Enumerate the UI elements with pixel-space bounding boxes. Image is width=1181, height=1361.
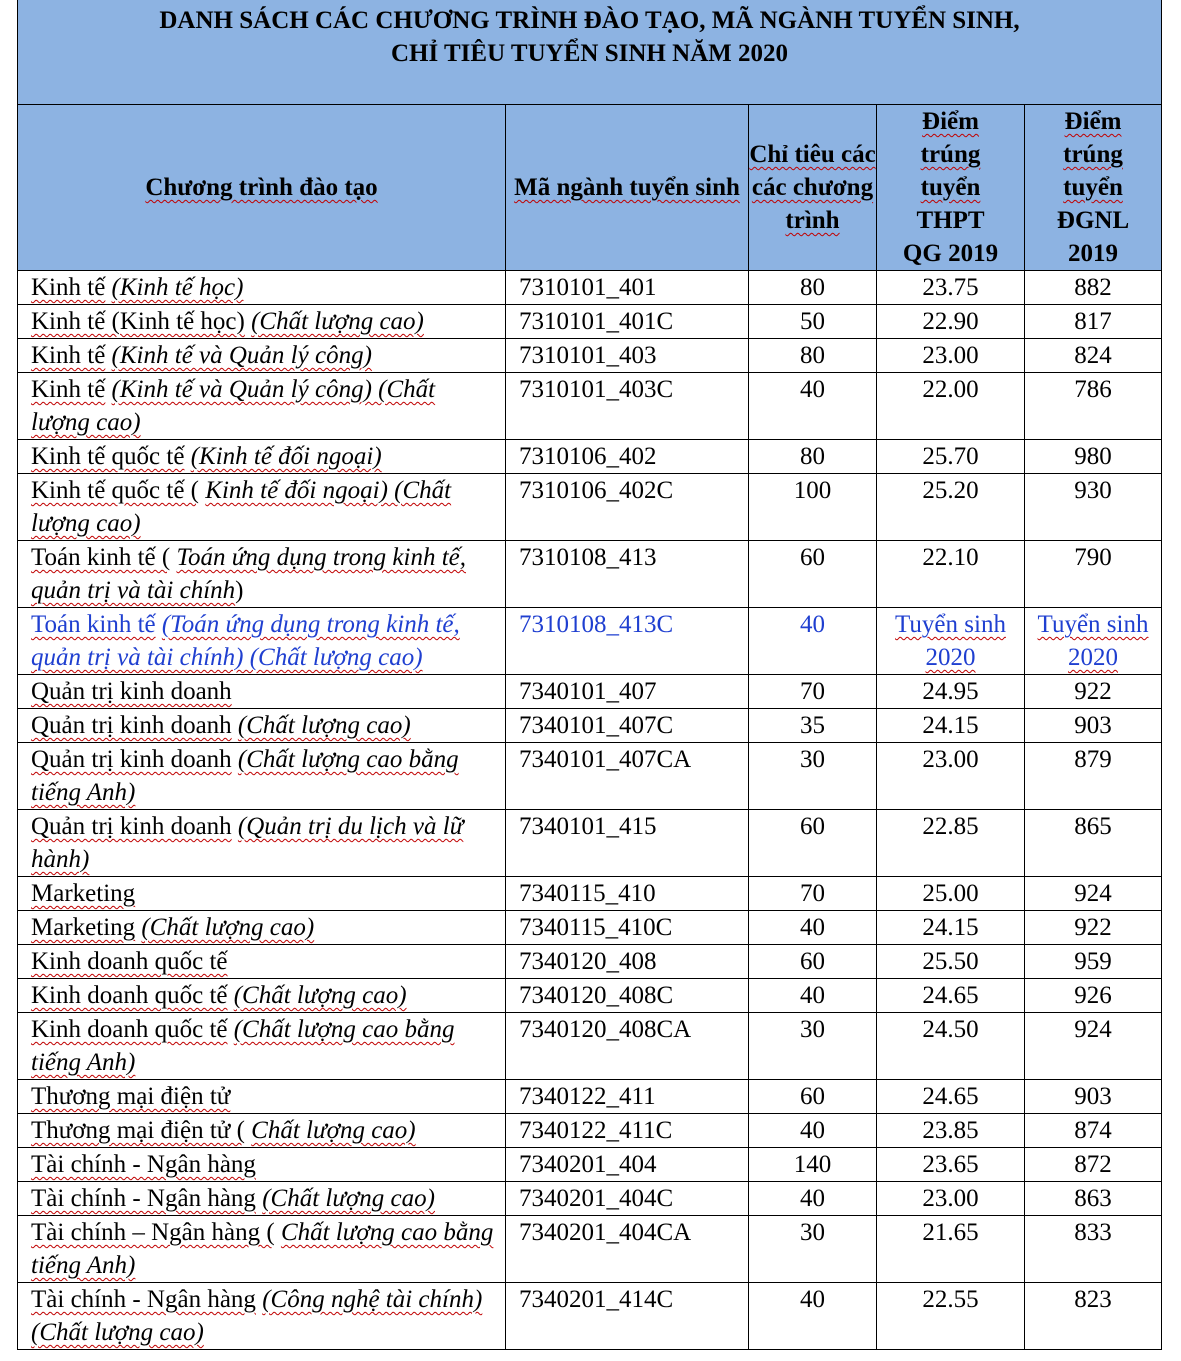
thpt-score-cell: 25.20	[877, 474, 1025, 541]
header-program: Chương trình đào tạo	[18, 105, 506, 271]
code-cell: 7310106_402	[506, 440, 749, 474]
quota-cell: 40	[749, 373, 877, 440]
header-thpt: Điểm trúng tuyển THPT QG 2019	[877, 105, 1025, 271]
thpt-score-cell: 23.00	[877, 743, 1025, 810]
table-row	[18, 1283, 1162, 1350]
program-specialization: Chất lượng cao bằng tiếng Anh)	[31, 1219, 494, 1279]
quota-cell: 70	[749, 675, 877, 709]
table-row	[18, 945, 1162, 979]
program-cell	[18, 1080, 506, 1114]
program-specialization: (Kinh tế và Quản lý công) (Chất lượng cao)	[31, 376, 436, 436]
program-name: Marketing	[31, 880, 136, 907]
dgnl-score-cell: 926	[1025, 979, 1162, 1013]
table-row	[18, 271, 1162, 305]
dgnl-score-cell: 865	[1025, 810, 1162, 877]
thpt-score-cell: 24.95	[877, 675, 1025, 709]
program-cell	[18, 608, 506, 675]
program-specialization: (Quản trị du lịch và lữ hành)	[31, 813, 464, 873]
program-name: Kinh doanh quốc tế	[31, 982, 228, 1009]
admission-table	[17, 0, 1162, 1350]
table-row	[18, 440, 1162, 474]
table-row	[18, 1114, 1162, 1148]
program-specialization: (Chất lượng cao bằng tiếng Anh)	[31, 1016, 455, 1076]
dgnl-score-cell: 790	[1025, 541, 1162, 608]
program-cell	[18, 440, 506, 474]
thpt-score-cell: 22.10	[877, 541, 1025, 608]
thpt-score-cell: 22.90	[877, 305, 1025, 339]
program-name: Kinh doanh quốc tế	[31, 948, 228, 975]
table-row	[18, 743, 1162, 810]
program-name: Tài chính - Ngân hàng	[31, 1185, 256, 1212]
code-cell: 7340101_407	[506, 675, 749, 709]
code-cell: 7340201_404CA	[506, 1216, 749, 1283]
table-row	[18, 608, 1162, 675]
thpt-score-cell: 22.00	[877, 373, 1025, 440]
thpt-score-cell: 21.65	[877, 1216, 1025, 1283]
program-specialization: (Kinh tế đối ngoại)	[190, 443, 382, 470]
quota-cell: 50	[749, 305, 877, 339]
program-cell	[18, 1283, 506, 1350]
dgnl-score-cell: 924	[1025, 877, 1162, 911]
thpt-score-cell: 22.55	[877, 1283, 1025, 1350]
program-cell	[18, 1013, 506, 1080]
quota-cell: 35	[749, 709, 877, 743]
program-cell	[18, 271, 506, 305]
program-name: Thương mại điện tử	[31, 1083, 231, 1110]
dgnl-score-cell: 823	[1025, 1283, 1162, 1350]
quota-cell: 30	[749, 1013, 877, 1080]
program-specialization: (Chất lượng cao)	[262, 1185, 435, 1212]
code-cell: 7340101_407C	[506, 709, 749, 743]
table-row	[18, 675, 1162, 709]
program-name: Kinh tế	[31, 274, 106, 301]
table-row	[18, 979, 1162, 1013]
program-specialization: (Chất lượng cao)	[251, 308, 424, 335]
thpt-score-cell: 25.00	[877, 877, 1025, 911]
quota-cell: 30	[749, 743, 877, 810]
dgnl-score-cell: 872	[1025, 1148, 1162, 1182]
table-row	[18, 305, 1162, 339]
thpt-score-cell: 25.50	[877, 945, 1025, 979]
quota-cell: 80	[749, 440, 877, 474]
program-name: Quản trị kinh doanh	[31, 678, 232, 705]
program-name: Tài chính - Ngân hàng	[31, 1286, 256, 1313]
dgnl-score-cell: 924	[1025, 1013, 1162, 1080]
program-cell	[18, 1182, 506, 1216]
quota-cell: 60	[749, 945, 877, 979]
code-cell: 7340201_404	[506, 1148, 749, 1182]
program-specialization: Kinh tế đối ngoại) (Chất lượng cao)	[31, 477, 452, 537]
code-cell: 7340115_410C	[506, 911, 749, 945]
program-cell	[18, 945, 506, 979]
program-cell	[18, 541, 506, 608]
code-cell: 7310108_413C	[506, 608, 749, 675]
thpt-score-cell: 24.50	[877, 1013, 1025, 1080]
header-quota: Chỉ tiêu các các chương trình	[749, 105, 877, 271]
admission-document	[17, 0, 1161, 1350]
header-dgnl: Điểm trúng tuyển ĐGNL 2019	[1025, 105, 1162, 271]
program-cell	[18, 339, 506, 373]
dgnl-score-cell: Tuyển sinh 2020	[1025, 608, 1162, 675]
program-name: Kinh tế	[31, 342, 106, 369]
thpt-score-cell: 23.75	[877, 271, 1025, 305]
program-name: Quản trị kinh doanh	[31, 813, 232, 840]
table-row	[18, 339, 1162, 373]
table-row	[18, 911, 1162, 945]
code-cell: 7340201_414C	[506, 1283, 749, 1350]
table-row	[18, 1148, 1162, 1182]
table-row	[18, 709, 1162, 743]
table-row	[18, 1080, 1162, 1114]
table-row	[18, 373, 1162, 440]
program-name: Toán kinh tế	[31, 611, 156, 638]
dgnl-score-cell: 874	[1025, 1114, 1162, 1148]
dgnl-score-cell: 930	[1025, 474, 1162, 541]
code-cell: 7340101_407CA	[506, 743, 749, 810]
program-specialization: Toán ứng dụng trong kinh tế, quản trị và tài chính	[31, 544, 467, 604]
code-cell: 7340201_404C	[506, 1182, 749, 1216]
quota-cell: 40	[749, 1182, 877, 1216]
code-cell: 7310101_401	[506, 271, 749, 305]
code-cell: 7340120_408CA	[506, 1013, 749, 1080]
dgnl-score-cell: 879	[1025, 743, 1162, 810]
dgnl-score-cell: 833	[1025, 1216, 1162, 1283]
program-cell	[18, 474, 506, 541]
code-cell: 7340122_411	[506, 1080, 749, 1114]
quota-cell: 40	[749, 1283, 877, 1350]
thpt-score-cell: 24.15	[877, 911, 1025, 945]
header-row	[18, 105, 1162, 271]
quota-cell: 60	[749, 810, 877, 877]
program-specialization: (Chất lượng cao bằng tiếng Anh)	[31, 746, 459, 806]
thpt-score-cell: 22.85	[877, 810, 1025, 877]
dgnl-score-cell: 922	[1025, 675, 1162, 709]
thpt-score-cell: 23.85	[877, 1114, 1025, 1148]
program-specialization: (Công nghệ tài chính) (Chất lượng cao)	[31, 1286, 483, 1346]
program-name: Tài chính – Ngân hàng (	[31, 1219, 275, 1246]
title-line-2: CHỈ TIÊU TUYỂN SINH NĂM 2020	[390, 40, 789, 67]
code-cell: 7310106_402C	[506, 474, 749, 541]
thpt-score-cell: 24.65	[877, 979, 1025, 1013]
program-name: Quản trị kinh doanh	[31, 712, 232, 739]
program-name: Kinh tế	[31, 376, 106, 403]
title-line-1: DANH SÁCH CÁC CHƯƠNG TRÌNH ĐÀO TẠO, MÃ NGÀNH TUYỂN SINH,	[159, 7, 1020, 34]
code-cell: 7340115_410	[506, 877, 749, 911]
program-cell	[18, 877, 506, 911]
quota-cell: 60	[749, 541, 877, 608]
program-specialization: (Toán ứng dụng trong kinh tế, quản trị và tài chính) (Chất lượng cao)	[31, 611, 460, 671]
thpt-score-cell: 24.15	[877, 709, 1025, 743]
table-row	[18, 1216, 1162, 1283]
program-name: Thương mại điện tử (	[31, 1117, 245, 1144]
dgnl-score-cell: 863	[1025, 1182, 1162, 1216]
code-cell: 7340122_411C	[506, 1114, 749, 1148]
quota-cell: 40	[749, 608, 877, 675]
code-cell: 7340101_415	[506, 810, 749, 877]
program-cell	[18, 810, 506, 877]
quota-cell: 40	[749, 911, 877, 945]
program-cell	[18, 743, 506, 810]
program-name: Quản trị kinh doanh	[31, 746, 232, 773]
quota-cell: 80	[749, 271, 877, 305]
table-row	[18, 474, 1162, 541]
dgnl-score-cell: 903	[1025, 1080, 1162, 1114]
code-cell: 7310101_401C	[506, 305, 749, 339]
program-cell	[18, 305, 506, 339]
program-cell	[18, 1114, 506, 1148]
program-cell	[18, 911, 506, 945]
quota-cell: 60	[749, 1080, 877, 1114]
table-row	[18, 877, 1162, 911]
code-cell: 7340120_408C	[506, 979, 749, 1013]
program-cell	[18, 675, 506, 709]
quota-cell: 80	[749, 339, 877, 373]
program-cell	[18, 1216, 506, 1283]
thpt-score-cell: 23.00	[877, 339, 1025, 373]
program-name: Kinh doanh quốc tế	[31, 1016, 228, 1043]
program-name: Kinh tế quốc tế	[31, 443, 185, 470]
quota-cell: 30	[749, 1216, 877, 1283]
dgnl-score-cell: 903	[1025, 709, 1162, 743]
program-name: Marketing	[31, 914, 136, 941]
program-tail: )	[235, 577, 244, 604]
program-specialization: (Chất lượng cao)	[237, 712, 411, 739]
program-specialization: (Chất lượng cao)	[141, 914, 315, 941]
dgnl-score-cell: 786	[1025, 373, 1162, 440]
table-row	[18, 1013, 1162, 1080]
quota-cell: 140	[749, 1148, 877, 1182]
program-cell	[18, 979, 506, 1013]
code-cell: 7340120_408	[506, 945, 749, 979]
table-row	[18, 1182, 1162, 1216]
table-row	[18, 541, 1162, 608]
program-name: Kinh tế quốc tế (	[31, 477, 200, 504]
thpt-score-cell: 23.65	[877, 1148, 1025, 1182]
dgnl-score-cell: 817	[1025, 305, 1162, 339]
thpt-score-cell: 24.65	[877, 1080, 1025, 1114]
program-cell	[18, 373, 506, 440]
thpt-score-cell: Tuyển sinh 2020	[877, 608, 1025, 675]
dgnl-score-cell: 980	[1025, 440, 1162, 474]
thpt-score-cell: 25.70	[877, 440, 1025, 474]
program-cell	[18, 709, 506, 743]
program-specialization: (Kinh tế và Quản lý công)	[111, 342, 372, 369]
dgnl-score-cell: 824	[1025, 339, 1162, 373]
program-specialization: Chất lượng cao)	[251, 1117, 416, 1144]
thpt-score-cell: 23.00	[877, 1182, 1025, 1216]
quota-cell: 40	[749, 1114, 877, 1148]
program-specialization: (Kinh tế học)	[111, 274, 244, 301]
table-row	[18, 810, 1162, 877]
program-cell	[18, 1148, 506, 1182]
dgnl-score-cell: 882	[1025, 271, 1162, 305]
quota-cell: 70	[749, 877, 877, 911]
code-cell: 7310101_403C	[506, 373, 749, 440]
dgnl-score-cell: 959	[1025, 945, 1162, 979]
program-specialization: (Chất lượng cao)	[233, 982, 407, 1009]
table-title	[18, 0, 1162, 105]
quota-cell: 40	[749, 979, 877, 1013]
program-name: Tài chính - Ngân hàng	[31, 1151, 256, 1178]
program-name: Kinh tế (Kinh tế học)	[31, 308, 245, 335]
quota-cell: 100	[749, 474, 877, 541]
dgnl-score-cell: 922	[1025, 911, 1162, 945]
code-cell: 7310108_413	[506, 541, 749, 608]
program-name: Toán kinh tế (	[31, 544, 171, 571]
header-code: Mã ngành tuyển sinh	[506, 105, 749, 271]
code-cell: 7310101_403	[506, 339, 749, 373]
